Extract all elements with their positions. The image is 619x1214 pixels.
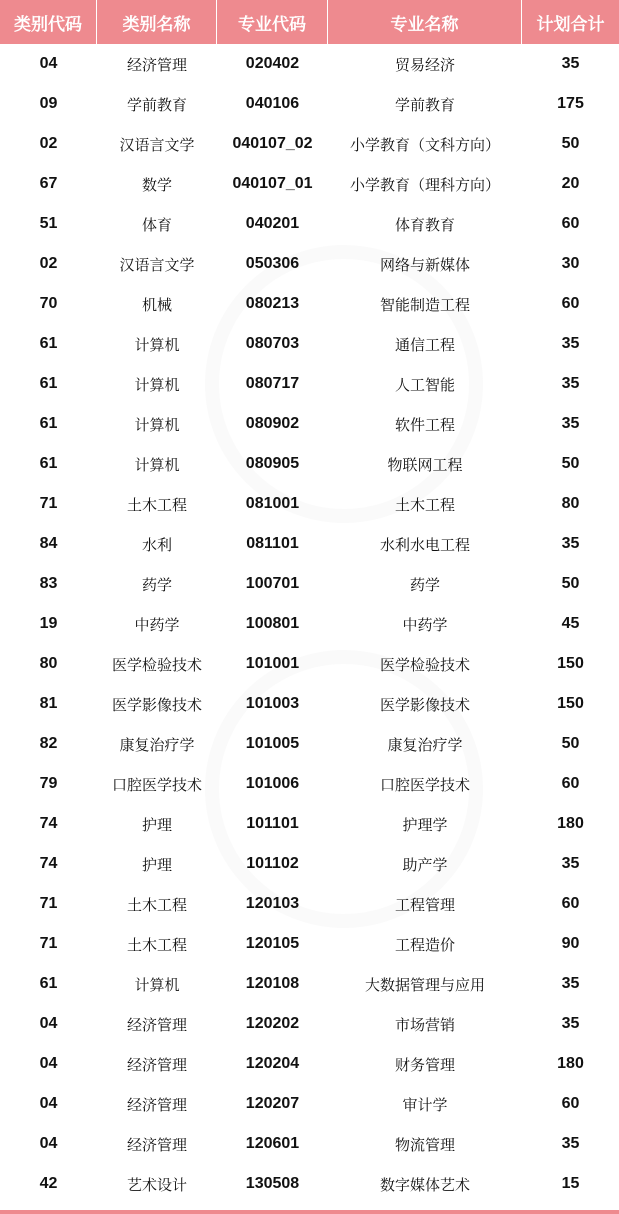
plan-total-cell: 35 (561, 975, 580, 992)
table-row (0, 244, 619, 284)
plan-total-cell: 35 (561, 375, 580, 392)
category-code-cell: 71 (39, 495, 58, 512)
plan-total-cell: 175 (557, 95, 584, 112)
category-name-cell: 经济管理 (126, 1095, 187, 1114)
major-code-cell: 080717 (245, 375, 300, 392)
major-code-cell: 080902 (245, 415, 300, 432)
major-code-cell: 040106 (245, 95, 300, 112)
category-code-cell: 51 (39, 215, 58, 232)
category-name-cell: 土木工程 (126, 495, 187, 514)
major-name-cell: 土木工程 (394, 495, 455, 514)
plan-total-cell: 30 (561, 255, 580, 272)
major-name-cell: 体育教育 (394, 215, 455, 234)
major-code-cell: 101102 (246, 855, 299, 872)
category-code-cell: 71 (39, 935, 58, 952)
plan-total-cell: 35 (561, 1135, 580, 1152)
major-code-cell: 080703 (245, 335, 300, 352)
table-row (0, 964, 619, 1004)
plan-total-cell: 60 (561, 215, 580, 232)
plan-total-cell: 50 (561, 455, 580, 472)
header-plan-total: 计划合计 (522, 0, 619, 44)
table-row (0, 404, 619, 444)
major-code-cell: 101003 (245, 695, 300, 712)
category-name-cell: 水利 (141, 535, 172, 554)
category-name-cell: 医学检验技术 (111, 655, 202, 674)
major-name-cell: 工程造价 (394, 935, 455, 954)
category-code-cell: 02 (39, 255, 58, 272)
plan-total-cell: 60 (561, 295, 580, 312)
major-name-cell: 软件工程 (394, 415, 455, 434)
category-name-cell: 计算机 (134, 375, 180, 394)
major-name-cell: 药学 (409, 575, 440, 594)
plan-total-cell: 35 (561, 535, 580, 552)
category-name-cell: 护理 (141, 855, 172, 874)
category-code-cell: 19 (39, 615, 58, 632)
major-code-cell: 120105 (245, 935, 300, 952)
table-row (0, 764, 619, 804)
plan-total-cell: 20 (561, 175, 580, 192)
category-code-cell: 04 (39, 1055, 58, 1072)
plan-total-cell: 35 (561, 1015, 580, 1032)
plan-total-cell: 90 (561, 935, 580, 952)
table-row (0, 724, 619, 764)
major-code-cell: 101101 (246, 815, 299, 832)
bottom-rule (0, 1210, 619, 1214)
major-code-cell: 040107_02 (232, 135, 313, 152)
major-name-cell: 中药学 (402, 615, 448, 634)
category-name-cell: 土木工程 (126, 935, 187, 954)
category-name-cell: 汉语言文学 (119, 255, 195, 274)
plan-total-cell: 80 (561, 495, 580, 512)
major-name-cell: 助产学 (402, 855, 448, 874)
major-code-cell: 080905 (245, 455, 300, 472)
table-row (0, 1044, 619, 1084)
table-body (0, 44, 619, 1204)
major-name-cell: 医学影像技术 (379, 695, 470, 714)
category-code-cell: 42 (39, 1175, 58, 1192)
major-name-cell: 市场营销 (394, 1015, 455, 1034)
category-code-cell: 61 (39, 415, 58, 432)
plan-total-cell: 150 (557, 655, 584, 672)
plan-total-cell: 60 (561, 895, 580, 912)
major-code-cell: 081101 (246, 535, 299, 552)
major-code-cell: 101005 (245, 735, 300, 752)
major-code-cell: 120204 (245, 1055, 300, 1072)
category-name-cell: 数学 (141, 175, 172, 194)
major-name-cell: 大数据管理与应用 (364, 975, 485, 994)
major-code-cell: 130508 (245, 1175, 300, 1192)
major-code-cell: 120202 (245, 1015, 300, 1032)
table-row (0, 884, 619, 924)
category-code-cell: 74 (39, 815, 58, 832)
header-major-name: 专业名称 (328, 0, 522, 44)
table-row (0, 524, 619, 564)
plan-total-cell: 60 (561, 1095, 580, 1112)
table-row (0, 1004, 619, 1044)
table-row (0, 204, 619, 244)
category-name-cell: 护理 (141, 815, 172, 834)
major-name-cell: 审计学 (402, 1095, 448, 1114)
plan-total-cell: 35 (561, 415, 580, 432)
table-row (0, 684, 619, 724)
plan-total-cell: 180 (557, 1055, 584, 1072)
major-name-cell: 小学教育（理科方向） (349, 175, 500, 194)
category-code-cell: 04 (39, 1135, 58, 1152)
table-row (0, 484, 619, 524)
category-code-cell: 79 (39, 775, 58, 792)
major-name-cell: 智能制造工程 (379, 295, 470, 314)
category-name-cell: 口腔医学技术 (111, 775, 202, 794)
table-row (0, 364, 619, 404)
plan-total-cell: 35 (561, 335, 580, 352)
category-name-cell: 汉语言文学 (119, 135, 195, 154)
category-name-cell: 经济管理 (126, 1015, 187, 1034)
category-name-cell: 经济管理 (126, 1055, 187, 1074)
table-row (0, 84, 619, 124)
plan-total-cell: 50 (561, 135, 580, 152)
major-name-cell: 网络与新媒体 (379, 255, 470, 274)
major-code-cell: 081001 (245, 495, 300, 512)
major-code-cell: 101006 (245, 775, 300, 792)
major-name-cell: 护理学 (402, 815, 448, 834)
table-row (0, 564, 619, 604)
category-name-cell: 体育 (141, 215, 172, 234)
category-code-cell: 80 (39, 655, 58, 672)
category-code-cell: 82 (39, 735, 58, 752)
major-name-cell: 口腔医学技术 (379, 775, 470, 794)
category-code-cell: 67 (39, 175, 58, 192)
major-name-cell: 人工智能 (394, 375, 455, 394)
table-row (0, 804, 619, 844)
table-row (0, 924, 619, 964)
category-code-cell: 04 (39, 1095, 58, 1112)
plan-total-cell: 180 (557, 815, 584, 832)
category-code-cell: 70 (39, 295, 58, 312)
category-name-cell: 中药学 (134, 615, 180, 634)
category-name-cell: 艺术设计 (126, 1175, 187, 1194)
header-major-code: 专业代码 (217, 0, 328, 44)
category-code-cell: 09 (39, 95, 58, 112)
category-name-cell: 计算机 (134, 415, 180, 434)
major-name-cell: 数字媒体艺术 (379, 1175, 470, 1194)
category-name-cell: 经济管理 (126, 55, 187, 74)
table-header (0, 0, 619, 44)
table-row (0, 284, 619, 324)
plan-total-cell: 50 (561, 735, 580, 752)
major-name-cell: 小学教育（文科方向） (349, 135, 500, 154)
plan-total-cell: 45 (561, 615, 580, 632)
category-code-cell: 84 (39, 535, 58, 552)
table-row (0, 1164, 619, 1204)
category-name-cell: 经济管理 (126, 1135, 187, 1154)
category-code-cell: 74 (39, 855, 58, 872)
category-code-cell: 02 (39, 135, 58, 152)
category-name-cell: 机械 (141, 295, 172, 314)
major-code-cell: 100701 (245, 575, 300, 592)
table-row (0, 444, 619, 484)
major-code-cell: 100801 (245, 615, 300, 632)
category-code-cell: 61 (39, 335, 58, 352)
plan-total-cell: 15 (561, 1175, 580, 1192)
major-name-cell: 贸易经济 (394, 55, 455, 74)
header-row (0, 0, 619, 44)
major-code-cell: 120601 (245, 1135, 300, 1152)
plan-total-cell: 50 (561, 575, 580, 592)
major-code-cell: 020402 (245, 55, 300, 72)
major-code-cell: 120207 (245, 1095, 300, 1112)
plan-total-cell: 60 (561, 775, 580, 792)
category-name-cell: 计算机 (134, 335, 180, 354)
category-code-cell: 04 (39, 1015, 58, 1032)
table-row (0, 1124, 619, 1164)
table-row (0, 124, 619, 164)
category-name-cell: 学前教育 (126, 95, 187, 114)
major-name-cell: 学前教育 (394, 95, 455, 114)
major-code-cell: 050306 (245, 255, 300, 272)
major-name-cell: 工程管理 (394, 895, 455, 914)
major-code-cell: 101001 (245, 655, 300, 672)
category-code-cell: 61 (39, 455, 58, 472)
major-name-cell: 通信工程 (394, 335, 455, 354)
major-name-cell: 物流管理 (394, 1135, 455, 1154)
category-name-cell: 康复治疗学 (119, 735, 195, 754)
table-row (0, 844, 619, 884)
table-row (0, 604, 619, 644)
major-code-cell: 040201 (245, 215, 300, 232)
plan-total-cell: 35 (561, 55, 580, 72)
major-name-cell: 财务管理 (394, 1055, 455, 1074)
major-name-cell: 康复治疗学 (387, 735, 463, 754)
major-name-cell: 物联网工程 (387, 455, 463, 474)
header-category-code: 类别代码 (0, 0, 97, 44)
category-name-cell: 土木工程 (126, 895, 187, 914)
category-code-cell: 61 (39, 975, 58, 992)
category-name-cell: 药学 (141, 575, 172, 594)
table-row (0, 164, 619, 204)
category-code-cell: 71 (39, 895, 58, 912)
plan-total-cell: 150 (557, 695, 584, 712)
category-code-cell: 61 (39, 375, 58, 392)
major-code-cell: 080213 (245, 295, 300, 312)
plan-total-cell: 35 (561, 855, 580, 872)
category-name-cell: 计算机 (134, 455, 180, 474)
table-row (0, 324, 619, 364)
major-name-cell: 水利水电工程 (379, 535, 470, 554)
category-name-cell: 计算机 (134, 975, 180, 994)
major-code-cell: 120108 (245, 975, 300, 992)
header-category-name: 类别名称 (97, 0, 217, 44)
table-row (0, 44, 619, 84)
major-code-cell: 120103 (245, 895, 300, 912)
category-code-cell: 04 (39, 55, 58, 72)
category-code-cell: 81 (39, 695, 58, 712)
table-row (0, 1084, 619, 1124)
table-row (0, 644, 619, 684)
major-code-cell: 040107_01 (232, 175, 313, 192)
category-name-cell: 医学影像技术 (111, 695, 202, 714)
category-code-cell: 83 (39, 575, 58, 592)
major-name-cell: 医学检验技术 (379, 655, 470, 674)
